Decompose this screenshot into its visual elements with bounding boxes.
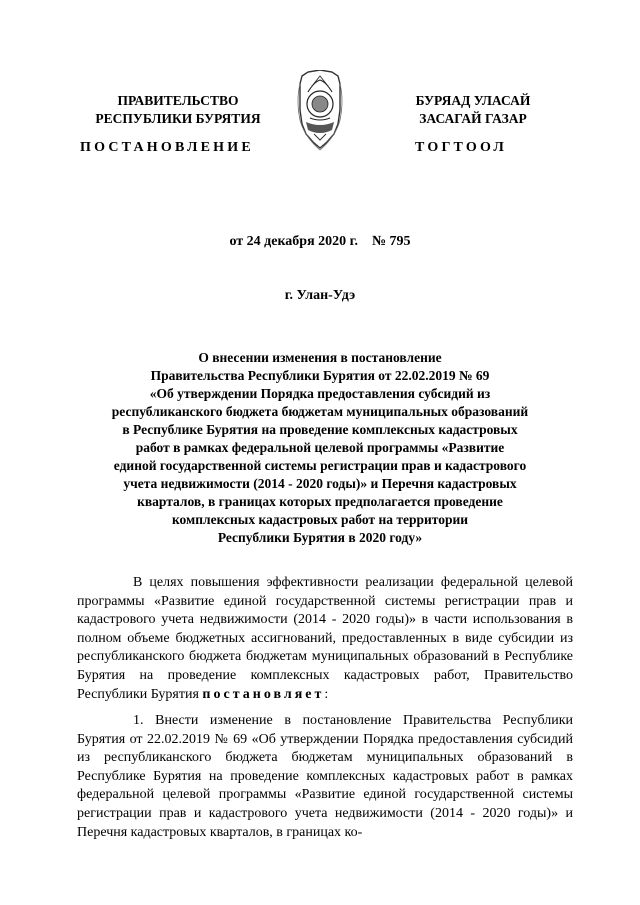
title-line: кварталов, в границах которых предполагается проведение <box>137 494 503 509</box>
title-line: комплексных кадастровых работ на территории <box>171 512 469 527</box>
title-line: единой государственной системы регистрации прав и кадастрового <box>113 458 527 473</box>
issuer-russian-line2: РЕСПУБЛИКИ БУРЯТИЯ <box>95 111 261 126</box>
title-line: учета недвижимости (2014 - 2020 годы)» и Перечня кадастровых <box>123 476 517 491</box>
title-line: работ в рамках федеральной целевой программы «Развитие <box>135 440 505 455</box>
doc-type-buryat: ТОГТООЛ <box>415 140 508 155</box>
clause-1-paragraph <box>77 712 573 842</box>
issuer-russian <box>68 92 288 128</box>
title-line: О внесении изменения в постановление <box>198 350 442 365</box>
title-line: в Республике Бурятия на проведение комплексных кадастровых <box>122 422 518 437</box>
title-line: республиканского бюджета бюджетам муниципальных образований <box>111 404 529 419</box>
document-title <box>60 349 580 547</box>
title-line: «Об утверждении Порядка предоставления субсидий из <box>149 386 491 401</box>
title-line: Республики Бурятия в 2020 году» <box>217 530 423 545</box>
preamble-text: В целях повышения эффективности реализации федеральной целевой программы «Развитие единой государственной системы регистрации прав и кадастрового учета недвижимости (2014 - 2020 годы)» в части использования в полном объеме бюджетных ассигнований, предоставленных в виде субсидии из республиканского бюджета бюджетам муниципальных образований в Республике Бурятия на проведение комплексных кадастровых работ, Правительство Республики Бурятия <box>77 575 573 702</box>
doc-type-russian: ПОСТАНОВЛЕНИЕ <box>80 140 254 155</box>
city: г. Улан-Удэ <box>284 288 356 303</box>
date-and-number: от 24 декабря 2020 г. № 795 <box>229 234 411 249</box>
issuer-buryat-line2: ЗАСАГАЙ ГАЗАР <box>419 111 527 126</box>
issuer-buryat-line1: БУРЯАД УЛАСАЙ <box>415 93 531 108</box>
preamble-end: : <box>324 686 329 702</box>
buryatia-coat-of-arms-icon <box>294 70 346 152</box>
issuer-buryat <box>363 92 583 128</box>
decree-word: постановляет <box>202 686 325 702</box>
clause-1-text: 1. Внести изменение в постановление Правительства Республики Бурятия от 22.02.2019 № 69 «Об утверждении Порядка предоставления субсидий из республиканского бюджета бюджетам муниципальных образований в Республике Бурятия на проведение комплексных кадастровых работ в рамках федеральной целевой программы «Развитие единой государственной системы регистрации прав и кадастрового учета недвижимости (2014 - 2020 годы)» и Перечня кадастровых кварталов, в границах ко- <box>77 713 573 840</box>
issuer-russian-line1: ПРАВИТЕЛЬСТВО <box>117 93 239 108</box>
title-line: Правительства Республики Бурятия от 22.02.2019 № 69 <box>150 368 490 383</box>
preamble-paragraph <box>77 574 573 704</box>
